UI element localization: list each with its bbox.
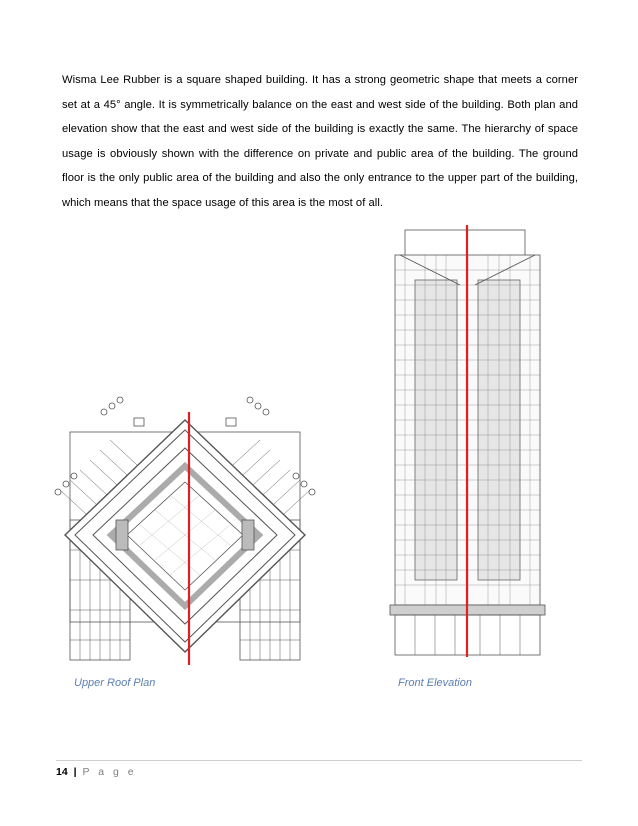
front-elevation-drawing: [380, 225, 560, 665]
page-footer: [56, 766, 137, 778]
footer-divider: [56, 760, 582, 761]
page-number: 14: [56, 766, 68, 778]
upper-roof-plan-drawing: [40, 390, 330, 665]
body-paragraph: Wisma Lee Rubber is a square shaped building. It has a strong geometric shape that meets a corner set at a 45° angle. It is symmetrically balance on the east and west side of the building. Both plan and elevation show that the east and west side of the building is exactly the same. The hierarchy of space usage is obviously shown with the difference on private and public area of the building. The ground floor is the only public area of the building and also the only entrance to the upper part of the building, which means that the space usage of this area is the most of all.: [62, 74, 578, 209]
footer-separator: |: [73, 766, 77, 778]
page-label: P a g e: [82, 766, 137, 778]
elevation-caption: Front Elevation: [398, 677, 472, 689]
plan-caption: Upper Roof Plan: [74, 677, 156, 689]
